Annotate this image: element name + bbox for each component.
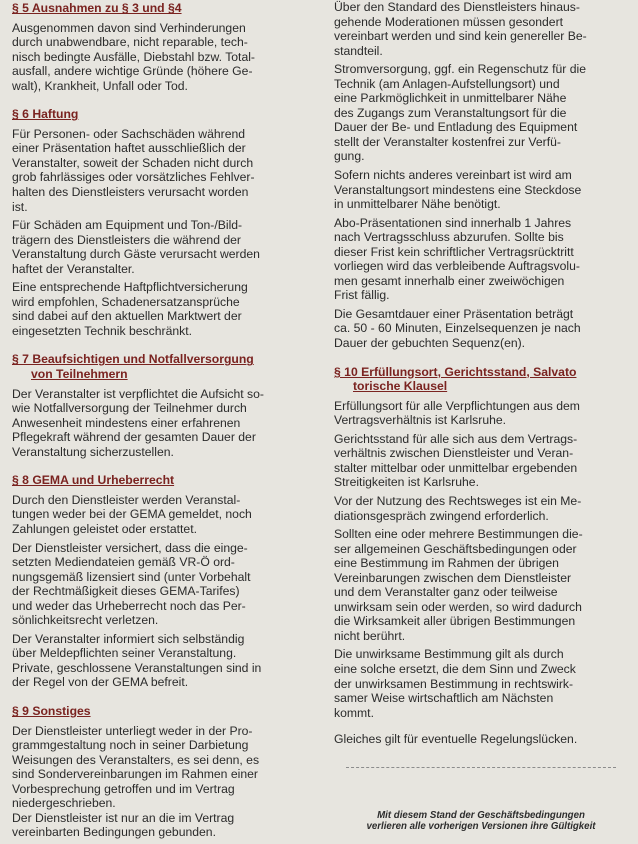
section-10-heading: § 10 Erfüllungsort, Gerichtsstand, Salvato torische Klausel	[334, 364, 577, 394]
section-10-paragraph-3: Vor der Nutzung des Rechtsweges ist ein Me- diationsgespräch zwingend erforderlich.	[334, 493, 582, 523]
section-10-paragraph-5: Die unwirksame Bestimmung gilt als durch eine solche ersetzt, die dem Sinn und Zweck der unwirksamen Bestimmung in rechtswirk- samer Weise wirtschaftlich am Nächsten kommt.	[334, 647, 576, 720]
section-6-paragraph-2: Für Schäden am Equipment und Ton-/Bild- trägern des Dienstleisters die während der Veranstaltung durch Gäste verursacht werden haftet der Veranstalter.	[12, 218, 260, 276]
section-7-heading: § 7 Beaufsichtigen und Notfallversorgung von Teilnehmern	[12, 352, 254, 382]
section-8-paragraph-2: Der Dienstleister versichert, dass die einge- setzten Mediendateien gemäß VR-Ö ord- nungsgemäß lizensiert sind (unter Vorbehalt der Rechtmäßigkeit dieses GEMA-Tarifes) und weder das Urheberrecht noch das Per- sönlichkeitsrecht verletzen.	[12, 540, 251, 628]
section-7-paragraph: Der Veranstalter ist verpflichtet die Aufsicht so- wie Notfallversorgung der Teilnehmer durch Anwesenheit mindestens einer erfahrenen Pflegekraft während der gesamten Dauer der Veranstaltung sicherzustellen.	[12, 386, 264, 459]
section-10-paragraph-4: Sollten eine oder mehrere Bestimmungen die- ser allgemeinen Geschäftsbedingungen oder eine Bestimmung im Rahmen der übrigen Vereinbarungen zwischen dem Dienstleister und dem Veranstalter ganz oder teilweise unwirksam sein oder werden, so wird dadurch die Wirksamkeit aller übrigen Bestimmungen nicht berührt.	[334, 527, 583, 643]
validity-footer-note: Mit diesem Stand der Geschäftsbedingungen verlieren alle vorherigen Versionen ihre Gültigkeit	[366, 809, 596, 833]
section-6-heading: § 6 Haftung	[12, 107, 79, 122]
section-8-paragraph-3: Der Veranstalter informiert sich selbständig über Meldepflichten seiner Veranstaltung. Private, geschlossene Veranstaltungen sind in der Regel von der GEMA befreit.	[12, 631, 262, 690]
section-5-paragraph: Ausgenommen davon sind Verhinderungen durch unabwendbare, nicht reparable, tech- nisch bedingte Ausfälle, Diebstahl bzw. Total- ausfall, andere wichtige Gründe (höhere Ge- walt), Krankheit, Unfall oder Tod.	[12, 20, 255, 93]
left-column	[12, 0, 308, 844]
section-5-heading: § 5 Ausnahmen zu § 3 und §4	[12, 1, 182, 15]
right-column	[334, 0, 628, 833]
moderation-paragraph: Über den Standard des Dienstleisters hinaus- gehende Moderationen müssen gesondert vereinbart werden und sind kein genereller Be- standteil.	[334, 0, 587, 58]
section-8-paragraph-1: Durch den Dienstleister werden Veranstal- tungen weder bei der GEMA gemeldet, noch Zahlungen geleistet oder erstattet.	[12, 492, 252, 536]
section-10-paragraph-2: Gerichtsstand für alle sich aus dem Vertrags- verhältnis zwischen Dienstleister und Veran- stalter mittelbar oder unmittelbar ergebenden Streitigkeiten ist Karlsruhe.	[334, 431, 578, 490]
section-9-heading: § 9 Sonstiges	[12, 703, 91, 718]
power-supply-paragraph: Stromversorgung, ggf. ein Regenschutz für die Technik (am Anlagen-Aufstellungsort) und eine Parkmöglichkeit in unmittelbarer Nähe des Zugangs zum Veranstaltungsort für die Dauer der Be- und Entladung des Equipment stellt der Veranstalter kostenfrei zur Verfü- gung.	[334, 62, 587, 164]
subscription-paragraph: Abo-Präsentationen sind innerhalb 1 Jahres nach Vertragsschluss abzurufen. Sollte bis dieser Frist kein schriftlicher Vertragsrücktritt vorliegen wird das verbleibende Auftragsvolu- men gesamt innerhalb einer zweiwöchigen Frist fällig.	[334, 215, 580, 303]
section-6-paragraph-3: Eine entsprechende Haftpflichtversicherung wird empfohlen, Schadenersatzansprüche sind dabei auf den aktuellen Marktwert der eingesetzten Technik beschränkt.	[12, 280, 248, 338]
section-9-paragraph: Der Dienstleister unterliegt weder in der Pro- grammgestaltung noch in seiner Darbietung Weisungen des Veranstalters, es sei denn, es sind Sondervereinbarungen im Rahmen einer Vorbesprechung getroffen und im Vertrag niedergeschrieben. Der Dienstleister ist nur an die im Vertrag vereinbarten Bedingungen gebunden.	[12, 723, 260, 840]
duration-paragraph: Die Gesamtdauer einer Präsentation beträgt ca. 50 - 60 Minuten, Einzelsequenzen je nach Dauer der gebuchten Sequenz(en).	[334, 306, 581, 351]
section-6-paragraph-1: Für Personen- oder Sachschäden während einer Präsentation haftet ausschließlich der Veranstalter, soweit der Schaden nicht durch grob fahrlässiges oder vorsätzliches Fehlver- halten des Dienstleisters verursacht worden ist.	[12, 126, 255, 214]
divider-line	[346, 767, 616, 768]
section-8-heading: § 8 GEMA und Urheberrecht	[12, 473, 175, 488]
socket-paragraph: Sofern nichts anderes vereinbart ist wird am Veranstaltungsort mindestens eine Steckdose in unmittelbarer Nähe benötigt.	[334, 168, 582, 212]
section-10-paragraph-1: Erfüllungsort für alle Verpflichtungen aus dem Vertragsverhältnis ist Karlsruhe.	[334, 398, 580, 428]
section-10-paragraph-6: Gleiches gilt für eventuelle Regelungslücken.	[334, 732, 578, 747]
